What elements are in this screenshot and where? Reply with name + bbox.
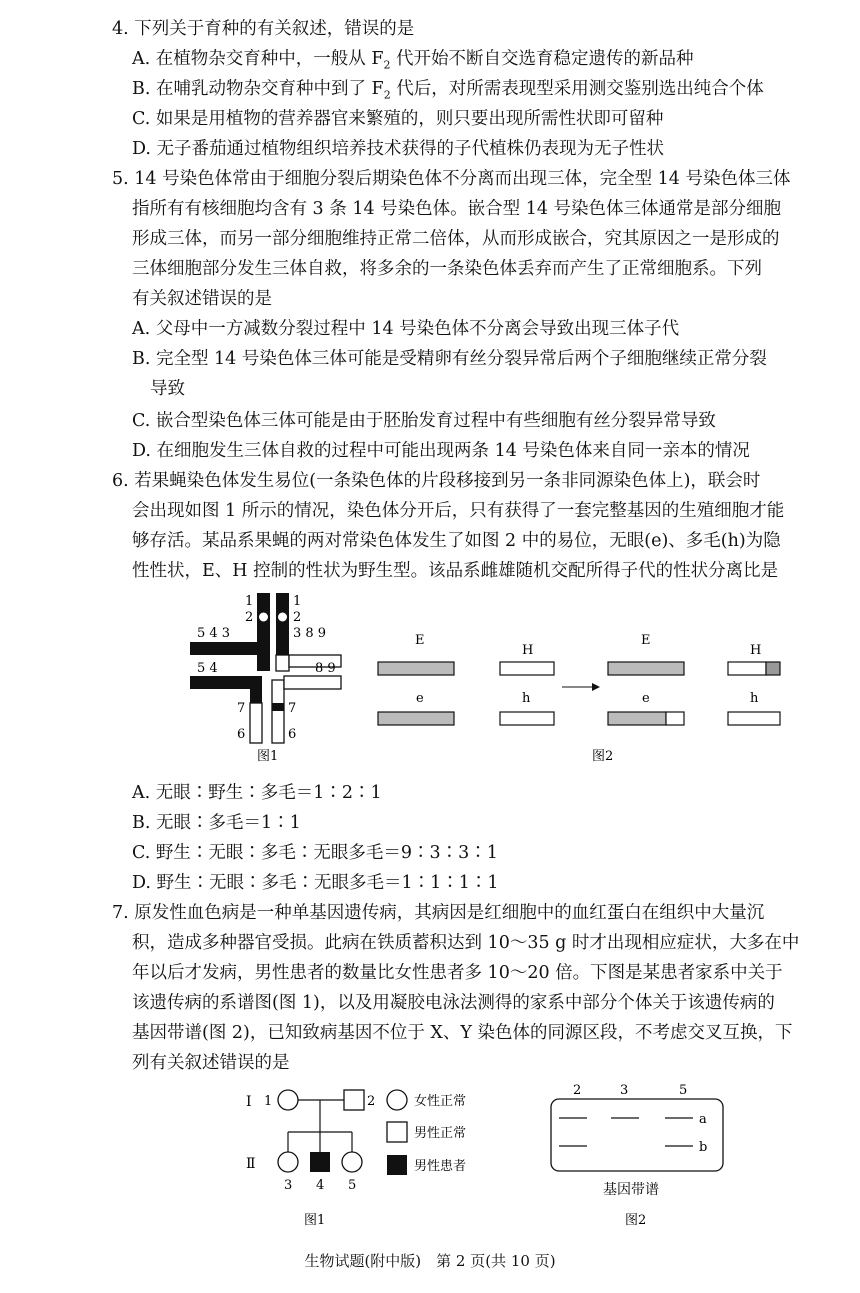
chromosome-white-bottom	[250, 703, 262, 743]
chromosome-H	[500, 662, 554, 675]
q7-stem-line-2: 积，造成多种器官受损。此病在铁质蓄积达到 10～35 g 时才出现相应症状，大多在中	[132, 933, 800, 953]
chromosome-e-2	[608, 712, 666, 725]
individual-4-label: 4	[316, 1178, 325, 1193]
chromosome-white-segment	[276, 655, 289, 671]
gene-H-2: H	[750, 643, 762, 658]
q6-stem-line-1: 6. 若果蝇染色体发生易位(一条染色体的片段移接到另一条非同源染色体上)，联会时	[112, 471, 761, 491]
individual-3-female-normal	[278, 1152, 298, 1172]
figure-1-caption: 图1	[257, 749, 279, 764]
label-389: 3 8 9	[293, 626, 327, 641]
chromosome-black-left-2	[190, 676, 250, 689]
q5-stem-line-5: 有关叙述错误的是	[132, 289, 272, 309]
individual-1-female-normal	[278, 1090, 298, 1110]
band-a-label: a	[699, 1112, 707, 1127]
gene-band-label: 基因带谱	[603, 1182, 659, 1198]
q4-stem: 4. 下列关于育种的有关叙述，错误的是	[112, 19, 415, 39]
q5-option-b-cont: 导致	[150, 379, 185, 399]
gene-h: h	[522, 691, 531, 706]
page-footer: 生物试题(附中版) 第 2 页(共 10 页)	[304, 1252, 556, 1270]
gene-E-2: E	[641, 633, 651, 648]
q6-figure-1	[185, 588, 355, 768]
q4-a-sub: 2	[383, 58, 391, 72]
gene-e-2: e	[642, 691, 650, 706]
q4-b-sub: 2	[383, 88, 391, 102]
gene-h-2: h	[750, 691, 759, 706]
individual-5-female-normal	[342, 1152, 362, 1172]
lane-3-label: 3	[620, 1083, 629, 1098]
q4-b-text-2: 代后，对所需表现型采用测交鉴别选出纯合个体	[390, 79, 764, 99]
q4-option-d: D. 无子番茄通过植物组织培养技术获得的子代植株仍表现为无子性状	[132, 139, 665, 159]
chromosome-E	[378, 662, 454, 675]
chromosome-black-top-2	[276, 593, 289, 655]
chromosome-e	[378, 712, 454, 725]
label-2: 2	[245, 610, 254, 625]
label-6b: 6	[288, 727, 297, 742]
chromosome-H-2	[728, 662, 766, 675]
individual-1-label: 1	[264, 1094, 273, 1109]
chromosome-black-bottom	[250, 676, 262, 703]
q4-option-c: C. 如果是用植物的营养器官来繁殖的，则只要出现所需性状即可留种	[132, 109, 664, 129]
gene-e: e	[416, 691, 424, 706]
q7-gene-band-figure	[545, 1080, 735, 1230]
q6-option-c: C. 野生∶无眼∶多毛∶无眼多毛＝9∶3∶3∶1	[132, 843, 498, 863]
q5-stem-line-4: 三体细胞部分发生三体自救，将多余的一条染色体丢弃而产生了正常细胞系。下列	[132, 259, 762, 279]
legend-female-normal-icon	[387, 1090, 407, 1110]
gene-band-caption: 图2	[625, 1213, 647, 1228]
q7-pedigree-figure	[240, 1084, 500, 1230]
q6-option-a: A. 无眼∶野生∶多毛＝1∶2∶1	[132, 783, 382, 803]
label-7a: 7	[237, 701, 246, 716]
centromere	[259, 613, 268, 622]
figure-2-caption: 图2	[592, 749, 614, 764]
centromere	[278, 613, 287, 622]
legend-male-patient: 男性患者	[414, 1159, 467, 1174]
arrow-icon	[592, 683, 600, 691]
individual-4-male-patient	[310, 1152, 330, 1172]
legend-male-patient-icon	[387, 1155, 407, 1175]
q6-stem-line-4: 性性状，E、H 控制的性状为野生型。该品系雌雄随机交配所得子代的性状分离比是	[132, 561, 779, 581]
q4-a-text: A. 在植物杂交育种中，一般从 F	[132, 49, 384, 69]
individual-2-male-normal	[344, 1090, 364, 1110]
generation-1-label: Ⅰ	[246, 1094, 252, 1110]
lane-2-label: 2	[573, 1083, 582, 1098]
q7-stem-line-1: 7. 原发性血色病是一种单基因遗传病，其病因是红细胞中的血红蛋白在组织中大量沉	[112, 903, 765, 923]
label-89: 8 9	[315, 661, 336, 676]
band-b-label: b	[699, 1140, 708, 1155]
legend-male-normal-icon	[387, 1122, 407, 1142]
q6-stem-line-2: 会出现如图 1 所示的情况，染色体分开后，只有获得了一套完整基因的生殖细胞才能	[132, 501, 785, 521]
q5-stem-line-1: 5. 14 号染色体常由于细胞分裂后期染色体不分离而出现三体，完全型 14 号染色体三体	[112, 169, 791, 189]
individual-5-label: 5	[348, 1178, 357, 1193]
chromosome-e-2-translocated	[666, 712, 684, 725]
q4-b-text: B. 在哺乳动物杂交育种中到了 F	[132, 79, 384, 99]
q6-figure-2	[370, 630, 790, 770]
chromosome-E-2	[608, 662, 684, 675]
q7-stem-line-4: 该遗传病的系谱图(图 1)，以及用凝胶电泳法测得的家系中部分个体关于该遗传病的	[132, 993, 775, 1013]
legend-male-normal: 男性正常	[414, 1126, 467, 1141]
gene-E: E	[415, 633, 425, 648]
q6-option-b: B. 无眼∶多毛＝1∶1	[132, 813, 301, 833]
q6-option-d: D. 野生∶无眼∶多毛∶无眼多毛＝1∶1∶1∶1	[132, 873, 499, 893]
gene-H: H	[522, 643, 534, 658]
q5-option-a: A. 父母中一方减数分裂过程中 14 号染色体不分离会导致出现三体子代	[132, 319, 680, 339]
q7-stem-line-3: 年以后才发病，男性患者的数量比女性患者多 10～20 倍。下图是某患者家系中关于	[132, 963, 783, 983]
pedigree-caption: 图1	[304, 1213, 326, 1228]
q4-a-text-2: 代开始不断自交选育稳定遗传的新品种	[390, 49, 694, 69]
individual-3-label: 3	[284, 1178, 293, 1193]
chromosome-white-bottom-2	[272, 680, 284, 743]
q5-option-c: C. 嵌合型染色体三体可能是由于胚胎发育过程中有些细胞有丝分裂异常导致	[132, 411, 716, 431]
chromosome-black-top	[257, 593, 270, 671]
label-1: 1	[245, 594, 254, 609]
q6-stem-line-3: 够存活。某品系果蝇的两对常染色体发生了如图 2 中的易位，无眼(e)、多毛(h)为隐	[132, 531, 781, 551]
label-6a: 6	[237, 727, 246, 742]
q5-option-b: B. 完全型 14 号染色体三体可能是受精卵有丝分裂异常后两个子细胞继续正常分裂	[132, 349, 767, 369]
lane-5-label: 5	[679, 1083, 688, 1098]
label-2b: 2	[293, 610, 302, 625]
q7-stem-line-5: 基因带谱(图 2)，已知致病基因不位于 X、Y 染色体的同源区段，不考虑交叉互换，下	[132, 1023, 793, 1043]
legend-female-normal: 女性正常	[414, 1094, 467, 1109]
generation-2-label: Ⅱ	[246, 1156, 256, 1172]
chromosome-h	[500, 712, 554, 725]
chromosome-H-2-translocated	[766, 662, 780, 675]
gel-frame	[551, 1099, 723, 1171]
q5-stem-line-2: 指所有有核细胞均含有 3 条 14 号染色体。嵌合型 14 号染色体三体通常是部分细胞	[132, 199, 782, 219]
chromosome-black-left	[190, 642, 270, 655]
label-7b: 7	[288, 701, 297, 716]
chromosome-black-band	[272, 703, 284, 711]
chromosome-h-2	[728, 712, 780, 725]
label-1b: 1	[293, 594, 302, 609]
label-54: 5 4	[197, 661, 218, 676]
label-543: 5 4 3	[197, 626, 231, 641]
q5-stem-line-3: 形成三体，而另一部分细胞维持正常二倍体，从而形成嵌合，究其原因之一是形成的	[132, 229, 780, 249]
q7-stem-line-6: 列有关叙述错误的是	[132, 1053, 290, 1073]
q5-option-d: D. 在细胞发生三体自救的过程中可能出现两条 14 号染色体来自同一亲本的情况	[132, 441, 750, 461]
chromosome-white-right-2	[284, 676, 341, 689]
individual-2-label: 2	[367, 1094, 376, 1109]
